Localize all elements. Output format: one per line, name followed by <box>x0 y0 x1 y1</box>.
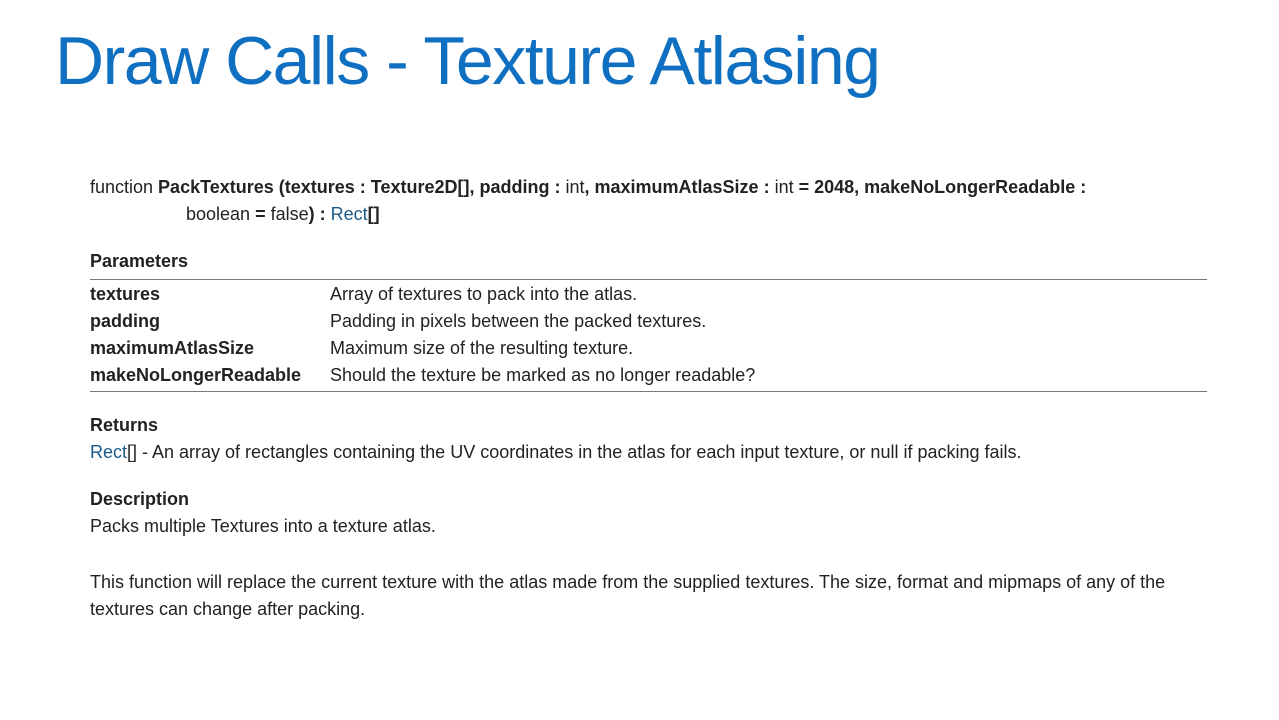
description-heading: Description <box>90 489 190 509</box>
param-name: padding <box>90 311 160 331</box>
signature-param-max-atlas: , maximumAtlasSize : <box>584 177 775 197</box>
signature-type-boolean: boolean <box>186 204 251 224</box>
signature-name: PackTextures (textures : Texture2D[], padding : <box>158 177 566 197</box>
return-type-link[interactable]: Rect <box>330 204 368 224</box>
description-summary: Packs multiple Textures into a texture atlas. <box>90 516 436 536</box>
signature-keyword: function <box>90 177 159 197</box>
signature-equals: = <box>250 204 271 224</box>
returns-description: [] - An array of rectangles containing the UV coordinates in the atlas for each input texture, or null if packing fails. <box>127 442 1022 462</box>
signature-default-false: false <box>270 204 309 224</box>
signature-param-readable: = 2048, makeNoLongerReadable : <box>793 177 1087 197</box>
signature-type-int: int <box>565 177 585 197</box>
param-description: Should the texture be marked as no longer readable? <box>330 365 756 385</box>
table-row <box>90 308 1207 335</box>
param-description: Maximum size of the resulting texture. <box>330 338 634 358</box>
param-name: textures <box>90 284 161 304</box>
api-doc <box>90 174 1207 623</box>
signature-continuation <box>90 201 380 228</box>
table-row <box>90 362 1207 392</box>
parameters-heading: Parameters <box>90 248 1207 280</box>
param-description: Array of textures to pack into the atlas. <box>330 284 638 304</box>
table-row <box>90 280 1207 308</box>
signature-close: ) : <box>308 204 331 224</box>
param-name: makeNoLongerReadable <box>90 365 302 385</box>
returns-heading: Returns <box>90 415 159 435</box>
parameters-table <box>90 280 1207 392</box>
returns-text <box>90 439 1207 466</box>
description-detail: This function will replace the current texture with the atlas made from the supplied textures. The size, format and mipmaps of any of the textures can change after packing. <box>90 572 1166 619</box>
param-description: Padding in pixels between the packed textures. <box>330 311 707 331</box>
return-type-suffix: [] <box>367 204 380 224</box>
signature-type-int: int <box>774 177 794 197</box>
function-signature <box>90 174 1207 228</box>
table-row <box>90 335 1207 362</box>
returns-type-link[interactable]: Rect <box>90 442 128 462</box>
slide-title: Draw Calls - Texture Atlasing <box>55 23 880 99</box>
param-name: maximumAtlasSize <box>90 338 255 358</box>
